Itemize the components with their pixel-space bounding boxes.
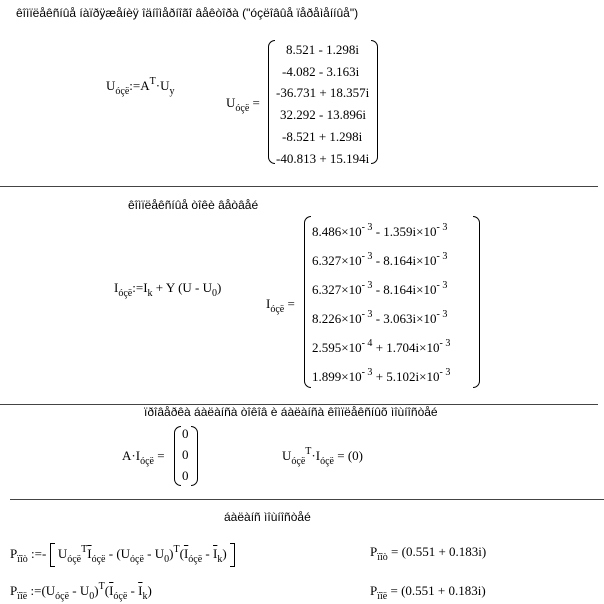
minus-op: - bbox=[42, 545, 47, 561]
var-p: P bbox=[370, 544, 378, 559]
matrix-cell: 0 bbox=[182, 447, 189, 462]
var-u: U bbox=[282, 448, 292, 463]
result-i-eq: = bbox=[287, 296, 295, 311]
var-p-sub: ïîë bbox=[377, 591, 388, 602]
result-i-node-label bbox=[266, 296, 295, 315]
result-u-sub: óçë bbox=[235, 103, 250, 114]
matrix-cell: $1.899\times 10^{- 3} + 5.102i\times 10^{- 3}$ bbox=[312, 367, 451, 384]
var-uy-sub: y bbox=[169, 86, 175, 97]
eq-op: = bbox=[390, 583, 398, 598]
matrix-right-bracket bbox=[191, 426, 198, 486]
u-node-matrix[interactable] bbox=[268, 40, 378, 164]
plus-op: + bbox=[155, 280, 164, 295]
var-i-sub: óçë bbox=[118, 288, 133, 299]
eq-op: = bbox=[391, 544, 399, 559]
divider bbox=[0, 186, 598, 187]
matrix-cell: 0 bbox=[182, 468, 189, 483]
matrix-left-bracket bbox=[304, 216, 311, 388]
var-a: A bbox=[140, 78, 150, 93]
assign-op: := bbox=[129, 78, 141, 93]
result-i-sub: óçë bbox=[270, 304, 285, 315]
assign-op: := bbox=[132, 280, 144, 295]
result-p-load bbox=[370, 583, 486, 602]
assign-op: := bbox=[31, 545, 42, 561]
var-u-sub: óçë bbox=[115, 86, 130, 97]
matrix-cell: 32.292 - 13.896i bbox=[280, 107, 366, 122]
formula-i-node[interactable] bbox=[114, 280, 222, 299]
var-a: A bbox=[122, 448, 132, 463]
var-ik-sub: k bbox=[142, 591, 148, 602]
paren-u: (U bbox=[41, 583, 56, 598]
matrix-cell: -8.521 + 1.298i bbox=[282, 129, 363, 144]
var-i: I bbox=[135, 448, 141, 463]
var-uy: U bbox=[160, 78, 170, 93]
var-i-sub: óçë bbox=[91, 553, 106, 565]
var-p-sub: ïîò bbox=[377, 552, 388, 563]
minus-op: - bbox=[130, 583, 135, 598]
matrix-cell: -4.082 - 3.163i bbox=[282, 64, 360, 79]
result-value: (0) bbox=[347, 448, 363, 463]
matrix-right-bracket bbox=[371, 40, 378, 164]
transpose-mark: T bbox=[149, 76, 156, 87]
var-u-sub: óçë bbox=[67, 553, 82, 565]
var-i: I bbox=[315, 448, 321, 463]
paren-u: (U bbox=[116, 545, 131, 561]
right-square-bracket bbox=[230, 543, 235, 567]
section-title-branch-currents: êîìïëåêñíûå òîêè âåòâåé bbox=[128, 198, 259, 212]
formula-p-source[interactable]: $P_{ïîò}$ :=- $U_{óçë}^T\overline{I}_{óçë} - (U_{óçë} - U_0)^T(\overline{I}_{óçë} - \overline{I}_k)$ bbox=[10, 543, 235, 567]
transpose-mark: T bbox=[173, 543, 180, 555]
zero-matrix[interactable] bbox=[174, 426, 198, 486]
transpose-mark: T bbox=[81, 543, 88, 555]
dot-op: · bbox=[131, 448, 136, 463]
u0-sub: 0 bbox=[164, 553, 170, 565]
var-i-sub: óçë bbox=[113, 591, 128, 602]
minus-op: - bbox=[205, 545, 210, 561]
dot-op: · bbox=[155, 78, 161, 93]
var-u-sub: óçë bbox=[291, 456, 306, 467]
var-p: P bbox=[10, 545, 18, 561]
var-u: U bbox=[106, 78, 116, 93]
i-node-matrix[interactable] bbox=[304, 216, 480, 388]
var-y: Y bbox=[165, 280, 175, 295]
section-title-node-voltages: êîìïëåêñíûå íàïðÿæåíèÿ îäíîìåðíîãî âåêòîðà ("óçëîâûå ïåðåìåííûå") bbox=[16, 6, 359, 20]
section-title-balance-check: ïðîâåðêà áàëàíñà òîêîâ è áàëàíñà êîìïëåêñíûõ ìîùíîñòåé bbox=[144, 405, 438, 419]
minus-u0: - U bbox=[147, 545, 165, 561]
matrix-cell: $6.327\times 10^{- 3} - 8.164i\times 10^{- 3}$ bbox=[312, 251, 448, 268]
matrix-cell: $8.226\times 10^{- 3} - 3.063i\times 10^{- 3}$ bbox=[312, 309, 448, 326]
var-i-sub: óçë bbox=[188, 553, 203, 565]
minus-op: - bbox=[108, 545, 114, 561]
matrix-cell: $8.486\times 10^{- 3} - 1.359i\times 10^{- 3}$ bbox=[312, 222, 448, 239]
assign-op: := bbox=[30, 583, 42, 598]
var-ik-sub: k bbox=[147, 288, 153, 299]
var-i: I bbox=[114, 280, 119, 295]
formula-a-i-node[interactable] bbox=[122, 448, 165, 467]
u0-sub: 0 bbox=[89, 591, 95, 602]
result-value: (0.551 + 0.183i) bbox=[401, 583, 486, 598]
result-u-eq: = bbox=[252, 95, 260, 110]
paren-u-sub: óçë bbox=[130, 553, 144, 565]
matrix-cell: $2.595\times 10^{- 4} + 1.704i\times 10^{- 3}$ bbox=[312, 338, 451, 355]
matrix-left-bracket bbox=[268, 40, 275, 164]
formula-u-node[interactable] bbox=[106, 76, 175, 97]
matrix-left-bracket bbox=[174, 426, 181, 486]
var-i-conj: $\overline{I}$ bbox=[87, 545, 92, 561]
dot-op: · bbox=[311, 448, 316, 463]
var-p-sub: ïîò bbox=[17, 553, 28, 565]
eq-op: = bbox=[337, 448, 345, 463]
var-i-conj: $\overline{I}$ bbox=[183, 545, 189, 561]
paren-u-sub: óçë bbox=[55, 591, 70, 602]
u0-sub: 0 bbox=[212, 288, 217, 299]
formula-p-load[interactable]: $P_{ïîë}$ $:=(U_{óçë} - U_0)^T(\overline{I}_{óçë} - \overline{I}_k)$ bbox=[10, 581, 152, 602]
left-square-bracket bbox=[50, 543, 55, 567]
matrix-cell: $6.327\times 10^{- 3} - 8.164i\times 10^{- 3}$ bbox=[312, 280, 448, 297]
result-value: (0.551 + 0.183i) bbox=[401, 544, 487, 559]
matrix-cell: -36.731 + 18.357i bbox=[276, 85, 370, 100]
eq-op: = bbox=[157, 448, 165, 463]
matrix-cell: 0 bbox=[182, 426, 189, 441]
var-u: U bbox=[57, 545, 68, 561]
var-ik-sub: k bbox=[217, 553, 223, 565]
result-u-var: U bbox=[226, 95, 236, 110]
transpose-mark: T bbox=[305, 446, 312, 457]
result-p-source bbox=[370, 544, 487, 563]
matrix-cell: 8.521 - 1.298i bbox=[286, 42, 359, 57]
matrix-right-bracket bbox=[473, 216, 480, 388]
var-i-sub: óçë bbox=[140, 456, 154, 467]
var-ik-conj: $\overline{I}$ bbox=[138, 583, 143, 598]
section-title-power-balance: áàëàíñ ìîùíîñòåé bbox=[224, 510, 311, 524]
matrix-cell: -40.813 + 15.194i bbox=[276, 151, 370, 166]
result-i-var: I bbox=[266, 296, 271, 311]
var-i-sub: óçë bbox=[320, 456, 334, 467]
var-ik-conj: $\overline{I}$ bbox=[213, 545, 218, 561]
close-paren: ) bbox=[217, 280, 222, 295]
result-u-node-label bbox=[226, 95, 260, 114]
var-i-conj: $\overline{I}$ bbox=[109, 583, 114, 598]
var-p-sub: ïîë bbox=[17, 591, 28, 602]
divider bbox=[10, 499, 604, 500]
paren-expr: (U - U bbox=[178, 280, 212, 295]
var-p: P bbox=[370, 583, 378, 598]
formula-ut-i[interactable] bbox=[282, 446, 363, 467]
transpose-mark: T bbox=[98, 581, 105, 592]
var-ik: I bbox=[143, 280, 148, 295]
minus-u0: - U bbox=[72, 583, 90, 598]
var-p: P bbox=[10, 583, 18, 598]
